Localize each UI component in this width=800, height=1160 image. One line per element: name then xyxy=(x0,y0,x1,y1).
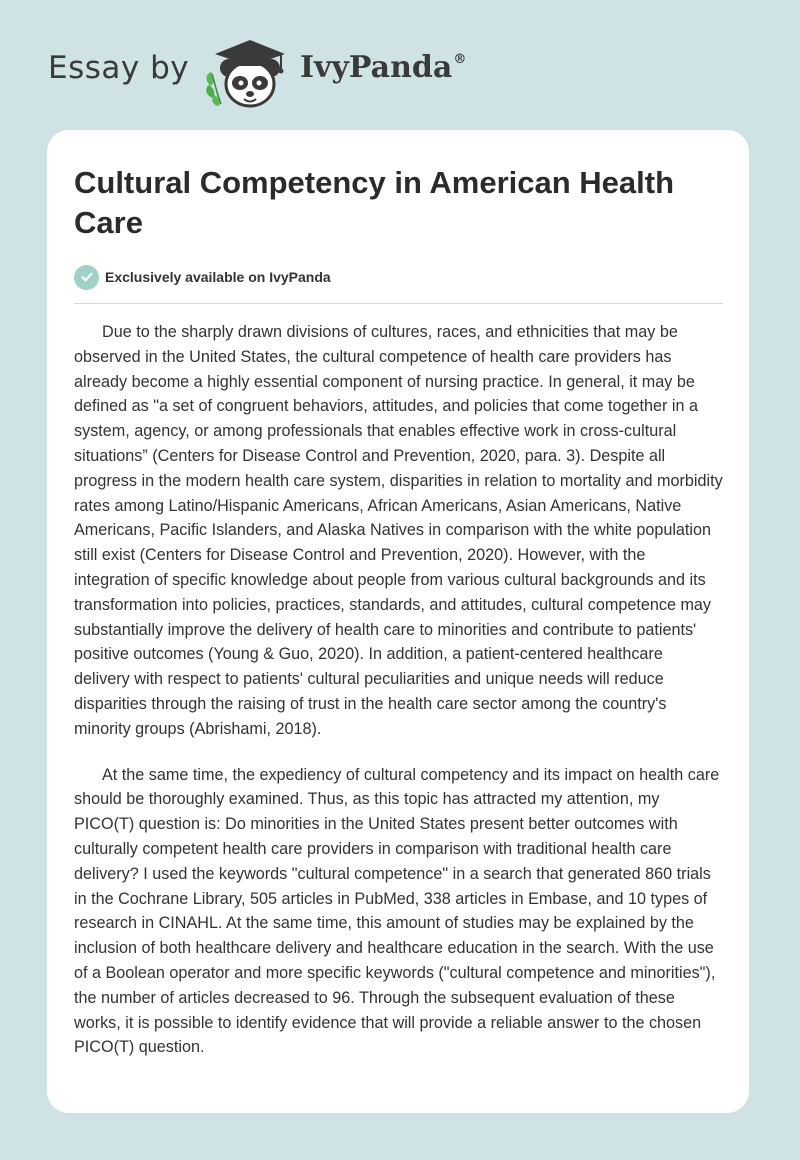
check-circle-icon xyxy=(74,265,99,290)
panda-graduate-logo-icon xyxy=(201,38,293,110)
paragraph: Due to the sharply drawn divisions of cultures, races, and ethnicities that may be observed in the United States, the cultural competence of health care providers has already become a highly essential component of nursing practice. In general, it may be defined as "a set of congruent behaviors, attitudes, and policies that come together in a system, agency, or among professionals that enables effective work in cross-cultural situations” (Centers for Disease Control and Prevention, 2020, para. 3). Despite all progress in the modern health care system, disparities in relation to mortality and morbidity rates among Latino/Hispanic Americans, African Americans, Asian Americans, Native Americans, Pacific Islanders, and Alaska Natives in comparison with the white population still exist (Centers for Disease Control and Prevention, 2020). However, with the integration of specific knowledge about people from various cultural backgrounds and its transformation into policies, practices, standards, and attitudes, cultural competence may substantially improve the delivery of health care to minorities and contribute to patients' positive outcomes (Young & Guo, 2020). In addition, a patient-centered healthcare delivery with respect to patients' cultural peculiarities and unique needs will reduce disparities through the raising of trust in the health care sector among the country's minority groups (Abrishami, 2018). xyxy=(74,323,723,738)
essay-title: Cultural Competency in American Health Care xyxy=(74,165,675,240)
divider xyxy=(74,303,723,304)
exclusive-badge xyxy=(74,264,331,290)
exclusive-label: Exclusively available on IvyPanda xyxy=(105,269,331,285)
brand-name-text: IvyPanda xyxy=(300,50,453,85)
brand-name xyxy=(300,50,466,85)
site-header xyxy=(48,30,508,110)
registered-mark: ® xyxy=(453,52,467,67)
essay-body xyxy=(74,320,723,1081)
essay-card xyxy=(47,130,749,1113)
paragraph: At the same time, the expediency of cultural competency and its impact on health care should be thoroughly examined. Thus, as this topic has attracted my attention, my PICO(T) question is: Do minorities in the United States present better outcomes with culturally competent health care providers in comparison with traditional health care delivery? I used the keywords "cultural competence" in a search that generated 860 trials in the Cochrane Library, 505 articles in PubMed, 338 articles in Embase, and 10 types of research in CINAHL. At the same time, this amount of studies may be explained by the inclusion of both healthcare delivery and healthcare education in the search. With the use of a Boolean operator and more specific keywords ("cultural competence and minorities"), the number of articles decreased to 96. Through the subsequent evaluation of these works, it is possible to identify evidence that will provide a reliable answer to the chosen PICO(T) question. xyxy=(74,765,720,1057)
essay-by-label: Essay by xyxy=(48,50,190,86)
